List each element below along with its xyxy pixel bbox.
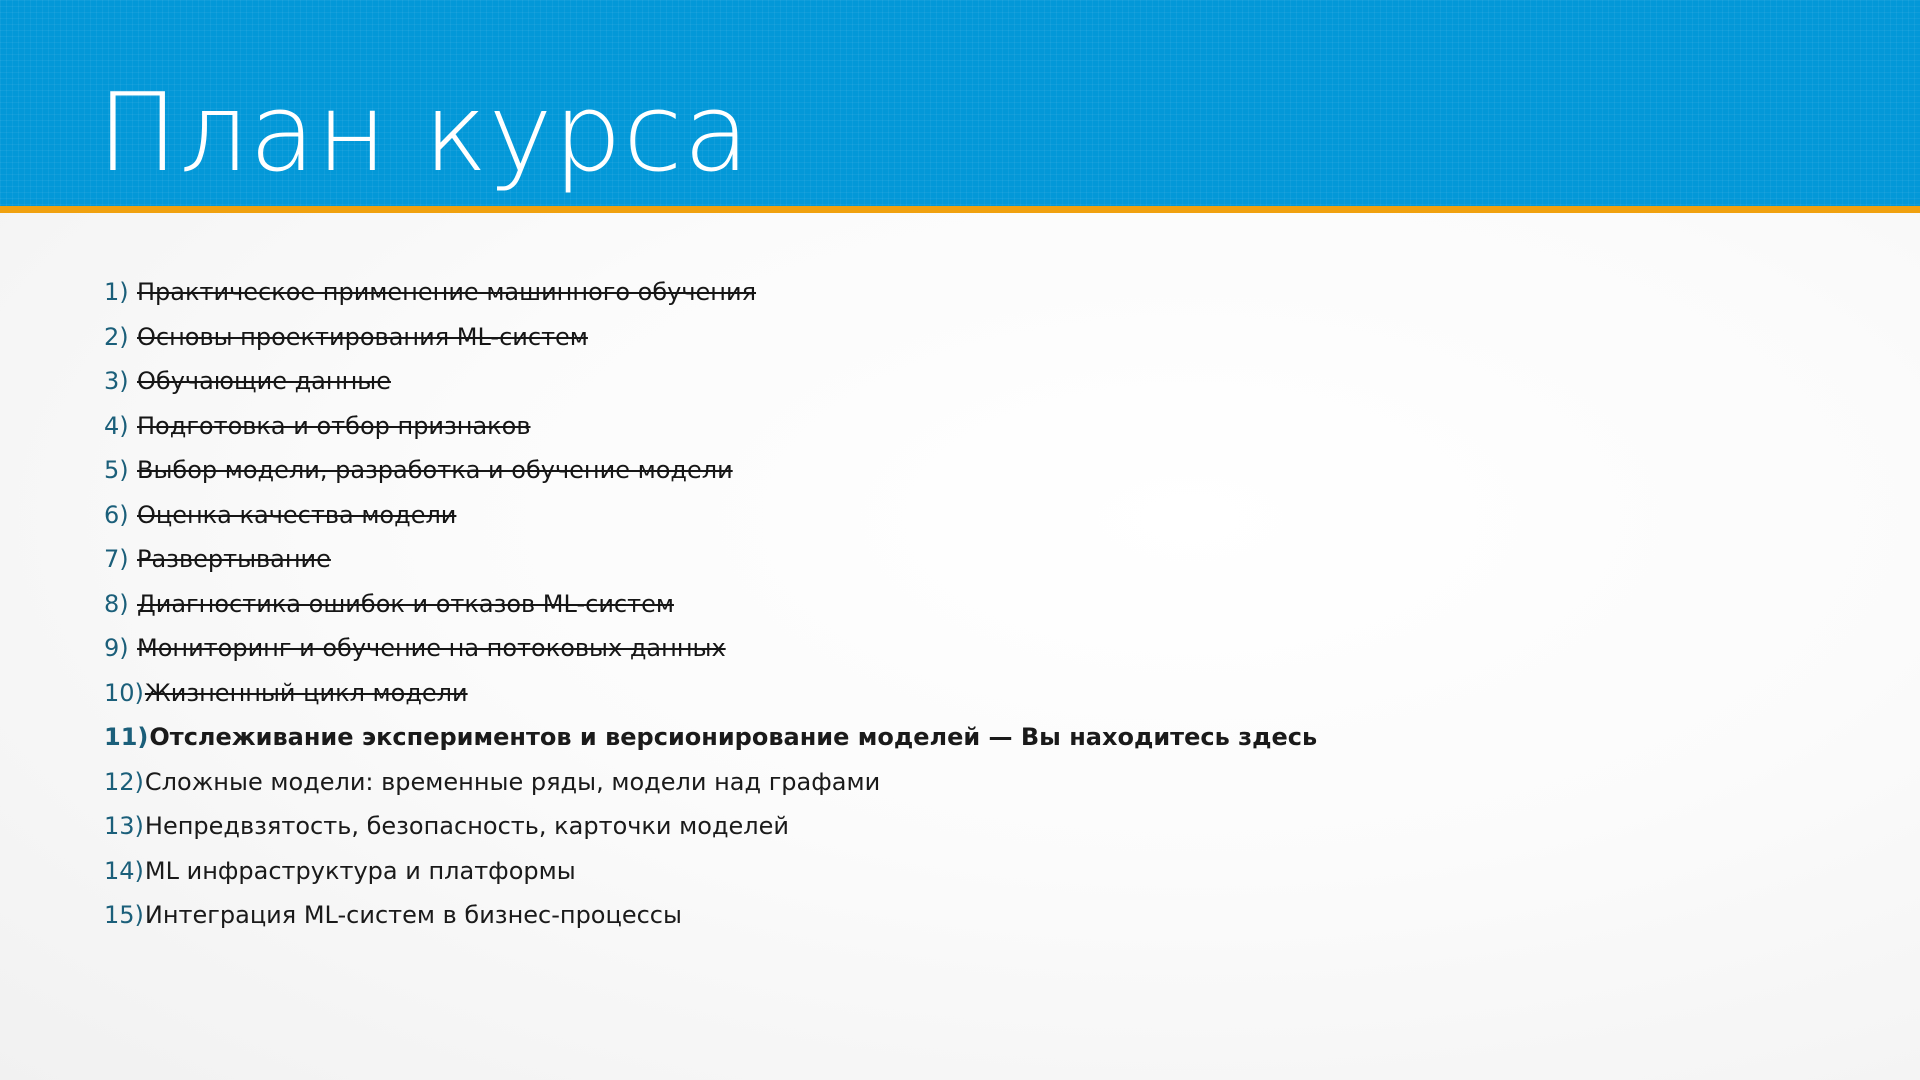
course-plan-list xyxy=(104,270,1317,938)
agenda-item-text: Жизненный цикл модели xyxy=(144,678,468,707)
agenda-item-text: Обучающие данные xyxy=(137,367,391,395)
agenda-item xyxy=(104,582,1317,627)
agenda-item-text: Непредвзятость, безопасность, карточки моделей xyxy=(144,812,790,840)
agenda-item-text: Подготовка и отбор признаков xyxy=(137,411,531,440)
agenda-item-text: Основы проектирования ML-систем xyxy=(137,322,588,351)
agenda-item xyxy=(104,404,1317,449)
agenda-item xyxy=(104,537,1317,582)
agenda-item xyxy=(104,493,1317,538)
agenda-item xyxy=(104,448,1317,493)
agenda-item xyxy=(104,315,1317,360)
agenda-item-number: 12) xyxy=(104,767,144,796)
agenda-item-number: 11) xyxy=(104,723,149,751)
agenda-item-number: 2) xyxy=(104,322,129,351)
agenda-item-number: 3) xyxy=(104,367,129,395)
agenda-item-number: 8) xyxy=(104,589,129,618)
agenda-item-current xyxy=(104,715,1317,760)
agenda-item-number: 7) xyxy=(104,545,129,573)
agenda-item xyxy=(104,804,1317,849)
slide-title: План курса xyxy=(97,71,751,196)
agenda-item-text: Диагностика ошибок и отказов ML-систем xyxy=(137,589,674,618)
agenda-item-text: Интеграция ML-систем в бизнес-процессы xyxy=(144,901,682,929)
agenda-item-number: 4) xyxy=(104,411,129,440)
agenda-item xyxy=(104,893,1317,938)
agenda-item-text: Развертывание xyxy=(137,545,331,573)
agenda-item-text: Мониторинг и обучение на потоковых данных xyxy=(137,634,726,662)
agenda-item-text: Практическое применение машинного обучения xyxy=(137,278,757,306)
agenda-item xyxy=(104,671,1317,716)
agenda-item-number: 5) xyxy=(104,456,129,484)
agenda-item-number: 14) xyxy=(104,856,144,885)
agenda-item-number: 6) xyxy=(104,500,129,529)
header-accent-stripe xyxy=(0,206,1920,213)
agenda-item-number: 9) xyxy=(104,634,129,662)
agenda-item xyxy=(104,270,1317,315)
agenda-item-number: 15) xyxy=(104,901,144,929)
agenda-item-text: ML инфраструктура и платформы xyxy=(144,856,576,885)
agenda-item-text: Оценка качества модели xyxy=(137,500,457,529)
agenda-item-number: 1) xyxy=(104,278,129,306)
agenda-item-number: 13) xyxy=(104,812,144,840)
agenda-item-number: 10) xyxy=(104,678,144,707)
agenda-item xyxy=(104,760,1317,805)
agenda-item-text: Выбор модели, разработка и обучение модели xyxy=(137,456,733,484)
agenda-item-text: Отслеживание экспериментов и версионирование моделей — Вы находитесь здесь xyxy=(149,723,1318,751)
agenda-item xyxy=(104,849,1317,894)
agenda-item xyxy=(104,359,1317,404)
agenda-item-text: Сложные модели: временные ряды, модели над графами xyxy=(144,767,881,796)
agenda-item xyxy=(104,626,1317,671)
